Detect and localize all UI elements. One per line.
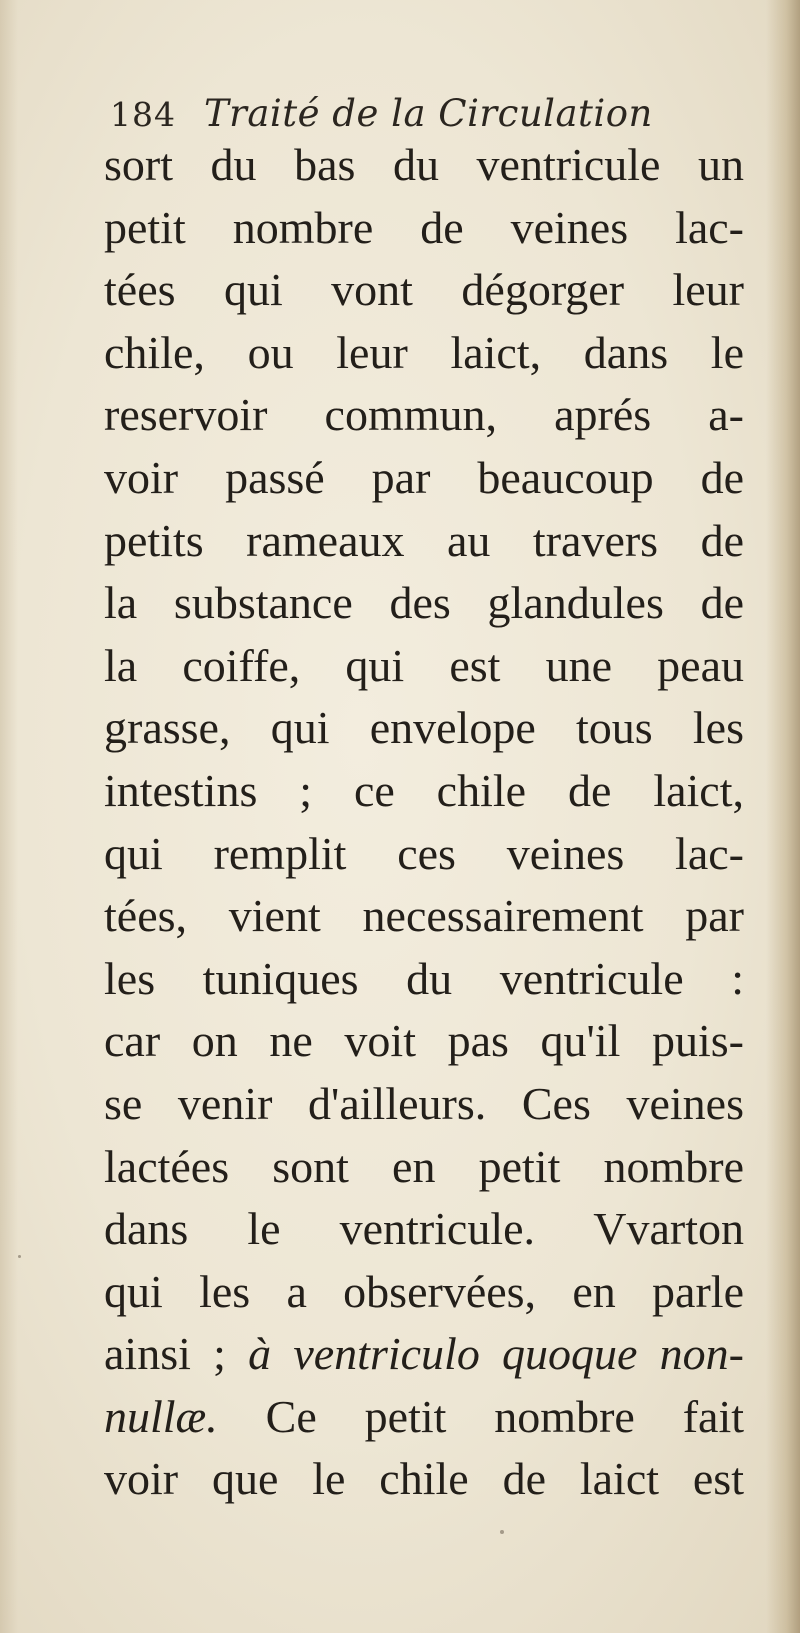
- text-line: tées, vient necessairement par: [104, 890, 744, 942]
- body-text: [104, 134, 744, 1511]
- text-line-mixed: [104, 1323, 744, 1386]
- text-line: se venir d'ailleurs. Ces veines: [104, 1077, 744, 1129]
- text-line-mixed: [104, 1386, 744, 1449]
- text-line: lactées sont en petit nombre: [104, 1140, 744, 1192]
- text-line: qui remplit ces veines lac-: [104, 827, 744, 879]
- text-line: qui les a observées, en parle: [104, 1265, 744, 1317]
- text-roman-segment: ainsi ;: [104, 1328, 226, 1380]
- text-line: tées qui vont dégorger leur: [104, 264, 744, 316]
- page-right-shadow: [766, 0, 800, 1633]
- text-line: la substance des glandules de: [104, 577, 744, 629]
- text-line: reservoir commun, aprés a-: [104, 389, 744, 441]
- latin-quotation: nullæ.: [104, 1390, 218, 1442]
- paper-speck: [500, 1530, 504, 1534]
- text-line: intestins ; ce chile de laict,: [104, 764, 744, 816]
- page-left-shadow: [0, 0, 18, 1633]
- text-line: les tuniques du ventricule :: [104, 952, 744, 1004]
- text-line: grasse, qui envelope tous les: [104, 702, 744, 754]
- text-line: voir passé par beaucoup de: [104, 451, 744, 503]
- page-number: 184: [110, 95, 176, 134]
- text-line: petits rameaux au travers de: [104, 514, 744, 566]
- paper-speck: [18, 1255, 21, 1258]
- running-title: Traité de la Circulation: [204, 92, 653, 135]
- text-roman-segment: Ce petit nombre fait: [265, 1390, 745, 1442]
- text-line: chile, ou leur laict, dans le: [104, 326, 744, 378]
- text-line: voir que le chile de laict est: [104, 1453, 744, 1505]
- text-line: la coiffe, qui est une peau: [104, 639, 744, 691]
- text-line: sort du bas du ventricule un: [104, 139, 744, 190]
- latin-quotation: à ventriculo quoque non-: [248, 1328, 744, 1380]
- text-line: car on ne voit pas qu'il puis-: [104, 1015, 744, 1067]
- text-line: dans le ventricule. Vvarton: [104, 1203, 744, 1255]
- text-line: petit nombre de veines lac-: [104, 201, 744, 253]
